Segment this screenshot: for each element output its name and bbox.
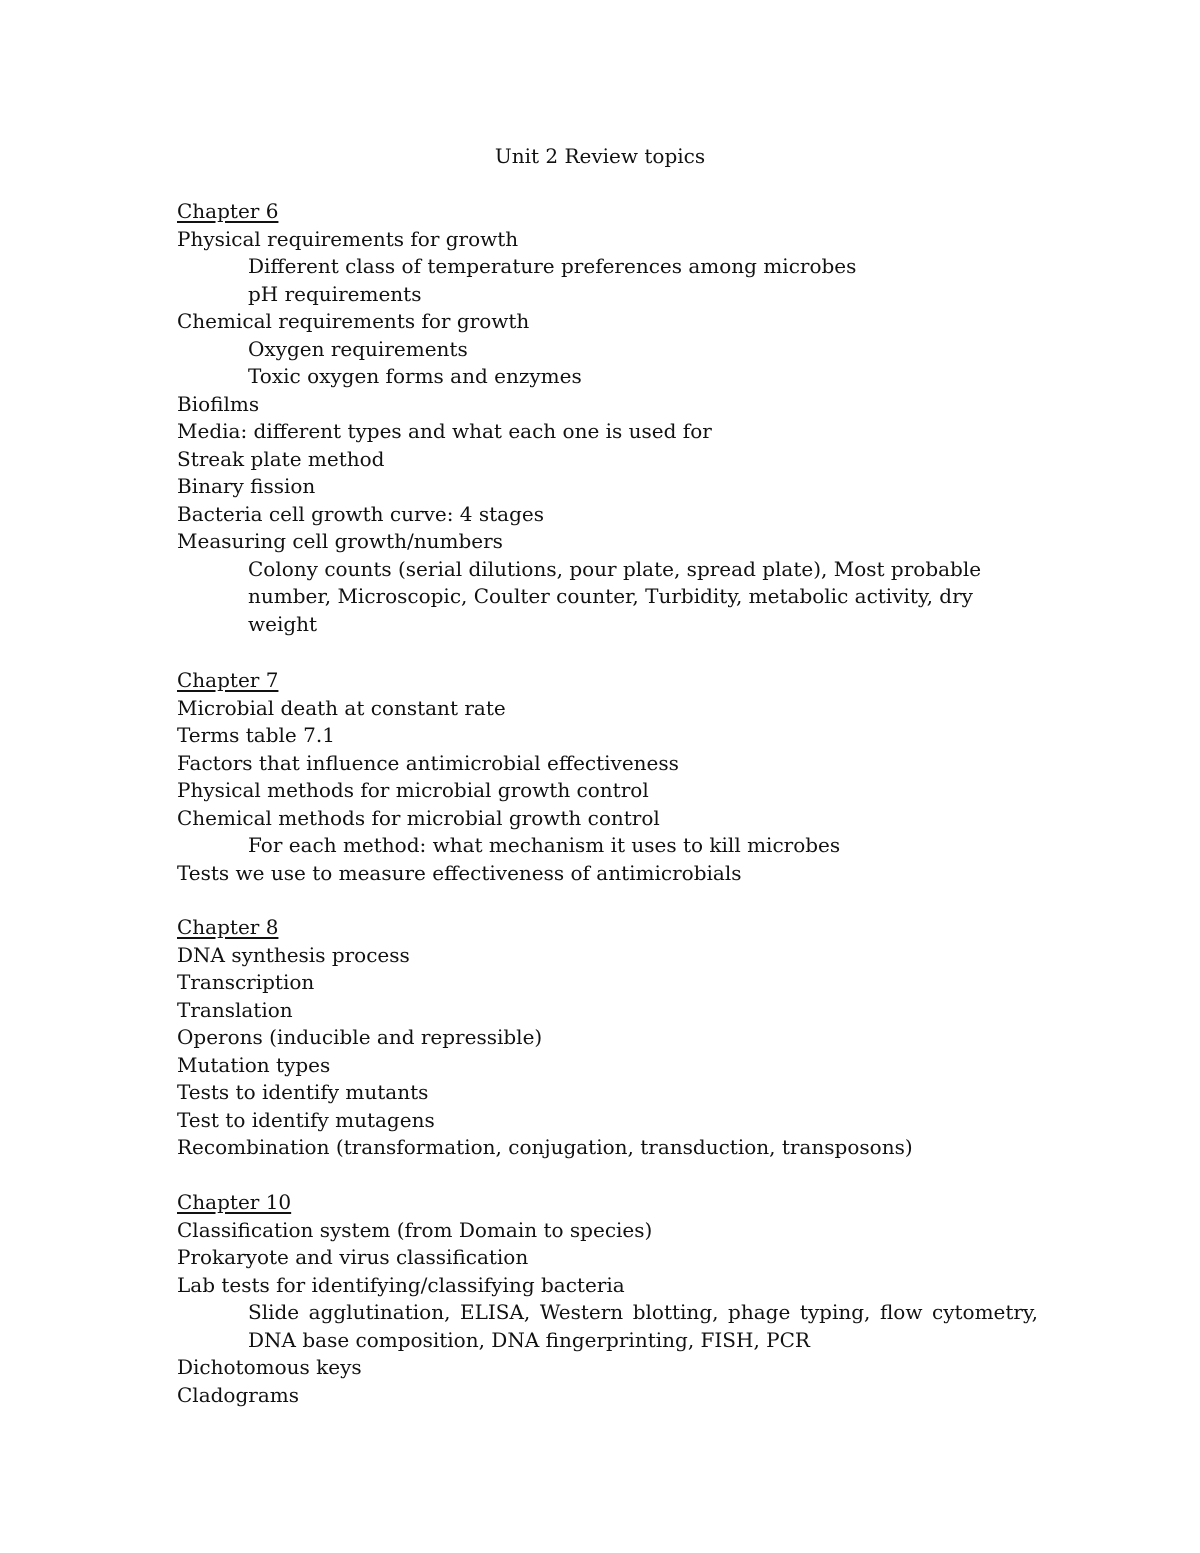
list-item: Binary fission (177, 474, 316, 498)
list-item: Different class of temperature preferences among microbes (248, 254, 857, 278)
list-item: Physical requirements for growth (177, 226, 519, 251)
list-item: Transcription (177, 970, 315, 994)
chapter-7-heading: Chapter 7 (177, 668, 279, 692)
list-item: Operons (inducible and repressible) (177, 1025, 543, 1049)
chapter-8-heading: Chapter 8 (177, 915, 279, 939)
list-item: Tests we use to measure effectiveness of antimicrobials (177, 860, 742, 885)
list-item: Streak plate method (177, 446, 385, 471)
list-item: Lab tests for identifying/classifying bacteria (177, 1272, 625, 1297)
list-item: Factors that influence antimicrobial effectiveness (177, 750, 679, 775)
list-item: Cladograms (177, 1382, 299, 1407)
chapter-8-section (177, 914, 1047, 1162)
list-item: Toxic oxygen forms and enzymes (248, 364, 582, 388)
chapter-6-heading: Chapter 6 (177, 199, 279, 223)
list-item: Mutation types (177, 1052, 331, 1077)
list-item: Chemical methods for microbial growth control (177, 805, 660, 830)
list-item: Colony counts (serial dilutions, pour plate, spread plate), Most probable number, Microscopic, Coulter counter, Turbidity, metabolic activity, dry weight (248, 556, 982, 636)
list-item: Oxygen requirements (248, 336, 468, 361)
list-item: Chemical requirements for growth (177, 309, 530, 333)
list-item: Prokaryote and virus classification (177, 1245, 529, 1269)
list-item: Microbial death at constant rate (177, 695, 506, 720)
list-item: Media: different types and what each one is used for (177, 419, 712, 443)
list-item: Physical methods for microbial growth control (177, 778, 649, 802)
chapter-7-section (177, 667, 1047, 887)
document-title: Unit 2 Review topics (494, 144, 706, 168)
list-item: Slide agglutination, ELISA, Western blotting, phage typing, flow cytometry, DNA base composition, DNA fingerprinting, FISH, PCR (248, 1300, 1038, 1352)
list-item: Biofilms (177, 391, 260, 416)
list-item: Dichotomous keys (177, 1355, 362, 1379)
list-item: Test to identify mutagens (177, 1107, 435, 1132)
chapter-6-section (177, 198, 1047, 638)
list-item: Recombination (transformation, conjugation, transduction, transposons) (177, 1135, 913, 1159)
list-item: Terms table 7.1 (177, 723, 335, 747)
list-item: Bacteria cell growth curve: 4 stages (177, 501, 545, 526)
list-item: Classification system (from Domain to species) (177, 1217, 653, 1242)
list-item: Tests to identify mutants (177, 1080, 429, 1104)
list-item: pH requirements (248, 281, 422, 306)
list-item: Translation (177, 997, 293, 1022)
chapter-10-section (177, 1189, 1047, 1409)
list-item: For each method: what mechanism it uses to kill microbes (248, 833, 841, 857)
list-item: Measuring cell growth/numbers (177, 529, 503, 553)
list-item: DNA synthesis process (177, 942, 410, 967)
chapter-10-heading: Chapter 10 (177, 1190, 292, 1214)
